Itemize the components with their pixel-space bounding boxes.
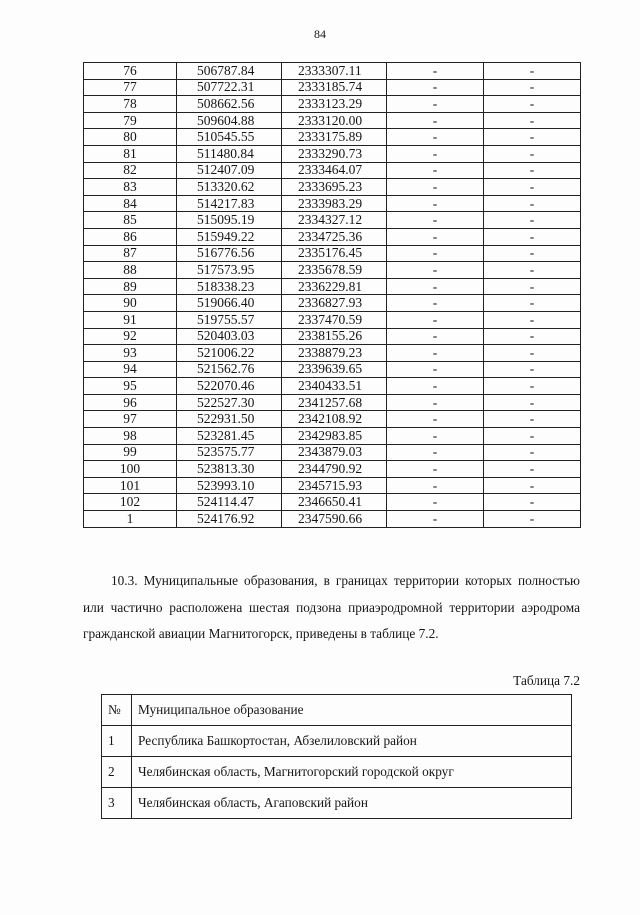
y-coordinate: 2347590.66	[282, 511, 387, 528]
y-coordinate: 2333307.11	[282, 63, 387, 80]
empty-cell: -	[484, 245, 581, 262]
empty-cell: -	[387, 195, 484, 212]
y-coordinate: 2333175.89	[282, 129, 387, 146]
empty-cell: -	[387, 162, 484, 179]
table-row	[102, 726, 572, 757]
x-coordinate: 516776.56	[177, 245, 282, 262]
empty-cell: -	[484, 411, 581, 428]
point-number: 87	[84, 245, 177, 262]
municipality-name: Челябинская область, Магнитогорский городской округ	[132, 757, 572, 788]
point-number: 79	[84, 112, 177, 129]
table-row	[84, 411, 581, 428]
municipality-name: Челябинская область, Агаповский район	[132, 788, 572, 819]
empty-cell: -	[387, 129, 484, 146]
point-number: 86	[84, 228, 177, 245]
point-number: 88	[84, 262, 177, 279]
empty-cell: -	[387, 494, 484, 511]
table-row	[102, 757, 572, 788]
y-coordinate: 2333123.29	[282, 96, 387, 113]
point-number: 93	[84, 345, 177, 362]
y-coordinate: 2333120.00	[282, 112, 387, 129]
point-number: 76	[84, 63, 177, 80]
table-row	[84, 361, 581, 378]
table-row	[84, 461, 581, 478]
y-coordinate: 2341257.68	[282, 394, 387, 411]
y-coordinate: 2338155.26	[282, 328, 387, 345]
empty-cell: -	[387, 411, 484, 428]
point-number: 96	[84, 394, 177, 411]
y-coordinate: 2333185.74	[282, 79, 387, 96]
table-row	[84, 511, 581, 528]
empty-cell: -	[484, 461, 581, 478]
table-row	[84, 444, 581, 461]
point-number: 82	[84, 162, 177, 179]
empty-cell: -	[387, 79, 484, 96]
y-coordinate: 2336827.93	[282, 295, 387, 312]
point-number: 92	[84, 328, 177, 345]
empty-cell: -	[484, 378, 581, 395]
x-coordinate: 520403.03	[177, 328, 282, 345]
x-coordinate: 524176.92	[177, 511, 282, 528]
table-header-row	[102, 695, 572, 726]
x-coordinate: 515949.22	[177, 228, 282, 245]
table-row	[84, 129, 581, 146]
point-number: 101	[84, 477, 177, 494]
empty-cell: -	[484, 328, 581, 345]
x-coordinate: 515095.19	[177, 212, 282, 229]
empty-cell: -	[484, 63, 581, 80]
empty-cell: -	[387, 145, 484, 162]
table-row	[84, 494, 581, 511]
x-coordinate: 523575.77	[177, 444, 282, 461]
empty-cell: -	[484, 212, 581, 229]
x-coordinate: 522527.30	[177, 394, 282, 411]
x-coordinate: 524114.47	[177, 494, 282, 511]
row-number: 2	[102, 757, 132, 788]
empty-cell: -	[387, 345, 484, 362]
table-row	[84, 228, 581, 245]
point-number: 100	[84, 461, 177, 478]
y-coordinate: 2340433.51	[282, 378, 387, 395]
table-row	[84, 245, 581, 262]
municipality-table	[101, 694, 572, 819]
x-coordinate: 513320.62	[177, 179, 282, 196]
page-number: 84	[314, 27, 326, 41]
y-coordinate: 2342983.85	[282, 428, 387, 445]
empty-cell: -	[484, 295, 581, 312]
empty-cell: -	[484, 129, 581, 146]
x-coordinate: 508662.56	[177, 96, 282, 113]
table-row	[84, 328, 581, 345]
row-number: 3	[102, 788, 132, 819]
empty-cell: -	[484, 96, 581, 113]
y-coordinate: 2346650.41	[282, 494, 387, 511]
empty-cell: -	[387, 444, 484, 461]
y-coordinate: 2344790.92	[282, 461, 387, 478]
empty-cell: -	[484, 444, 581, 461]
point-number: 77	[84, 79, 177, 96]
empty-cell: -	[484, 311, 581, 328]
point-number: 81	[84, 145, 177, 162]
empty-cell: -	[484, 477, 581, 494]
y-coordinate: 2338879.23	[282, 345, 387, 362]
empty-cell: -	[387, 361, 484, 378]
row-number: №	[102, 695, 132, 726]
point-number: 83	[84, 179, 177, 196]
empty-cell: -	[387, 278, 484, 295]
point-number: 97	[84, 411, 177, 428]
table-row	[84, 345, 581, 362]
body-paragraph: 10.3. Муниципальные образования, в границах территории которых полностью или частично расположена шестая подзона приаэродромной территории аэродрома гражданской авиации Магнитогорск, приведены в таблице 7.2.	[83, 573, 580, 641]
x-coordinate: 523813.30	[177, 461, 282, 478]
table-row	[84, 477, 581, 494]
x-coordinate: 514217.83	[177, 195, 282, 212]
empty-cell: -	[387, 461, 484, 478]
empty-cell: -	[387, 262, 484, 279]
point-number: 102	[84, 494, 177, 511]
table-row	[84, 278, 581, 295]
point-number: 94	[84, 361, 177, 378]
table-row	[84, 212, 581, 229]
table-row	[102, 788, 572, 819]
empty-cell: -	[484, 162, 581, 179]
x-coordinate: 521562.76	[177, 361, 282, 378]
point-number: 1	[84, 511, 177, 528]
point-number: 99	[84, 444, 177, 461]
x-coordinate: 521006.22	[177, 345, 282, 362]
y-coordinate: 2334725.36	[282, 228, 387, 245]
table-row	[84, 195, 581, 212]
x-coordinate: 519066.40	[177, 295, 282, 312]
empty-cell: -	[484, 112, 581, 129]
x-coordinate: 509604.88	[177, 112, 282, 129]
empty-cell: -	[484, 228, 581, 245]
table-row	[84, 262, 581, 279]
y-coordinate: 2342108.92	[282, 411, 387, 428]
empty-cell: -	[387, 179, 484, 196]
y-coordinate: 2345715.93	[282, 477, 387, 494]
empty-cell: -	[484, 179, 581, 196]
empty-cell: -	[484, 79, 581, 96]
point-number: 98	[84, 428, 177, 445]
table-row	[84, 162, 581, 179]
empty-cell: -	[387, 63, 484, 80]
empty-cell: -	[387, 328, 484, 345]
municipality-name: Муниципальное образование	[132, 695, 572, 726]
table-row	[84, 295, 581, 312]
x-coordinate: 507722.31	[177, 79, 282, 96]
point-number: 84	[84, 195, 177, 212]
point-number: 89	[84, 278, 177, 295]
y-coordinate: 2336229.81	[282, 278, 387, 295]
point-number: 90	[84, 295, 177, 312]
y-coordinate: 2334327.12	[282, 212, 387, 229]
table-row	[84, 394, 581, 411]
x-coordinate: 510545.55	[177, 129, 282, 146]
y-coordinate: 2333464.07	[282, 162, 387, 179]
municipality-name: Республика Башкортостан, Абзелиловский район	[132, 726, 572, 757]
empty-cell: -	[484, 511, 581, 528]
x-coordinate: 519755.57	[177, 311, 282, 328]
empty-cell: -	[387, 295, 484, 312]
empty-cell: -	[484, 145, 581, 162]
empty-cell: -	[387, 96, 484, 113]
x-coordinate: 511480.84	[177, 145, 282, 162]
y-coordinate: 2335176.45	[282, 245, 387, 262]
point-number: 78	[84, 96, 177, 113]
table-row	[84, 96, 581, 113]
table-row	[84, 145, 581, 162]
point-number: 80	[84, 129, 177, 146]
empty-cell: -	[387, 112, 484, 129]
empty-cell: -	[387, 477, 484, 494]
table-row	[84, 79, 581, 96]
empty-cell: -	[387, 245, 484, 262]
empty-cell: -	[484, 394, 581, 411]
empty-cell: -	[387, 212, 484, 229]
empty-cell: -	[484, 361, 581, 378]
empty-cell: -	[387, 511, 484, 528]
x-coordinate: 506787.84	[177, 63, 282, 80]
table-row	[84, 378, 581, 395]
empty-cell: -	[484, 494, 581, 511]
empty-cell: -	[387, 394, 484, 411]
x-coordinate: 523281.45	[177, 428, 282, 445]
y-coordinate: 2343879.03	[282, 444, 387, 461]
x-coordinate: 512407.09	[177, 162, 282, 179]
empty-cell: -	[484, 195, 581, 212]
point-number: 85	[84, 212, 177, 229]
empty-cell: -	[387, 428, 484, 445]
empty-cell: -	[484, 345, 581, 362]
x-coordinate: 522070.46	[177, 378, 282, 395]
y-coordinate: 2337470.59	[282, 311, 387, 328]
y-coordinate: 2335678.59	[282, 262, 387, 279]
point-number: 95	[84, 378, 177, 395]
empty-cell: -	[387, 311, 484, 328]
coordinates-table	[83, 62, 581, 528]
x-coordinate: 517573.95	[177, 262, 282, 279]
row-number: 1	[102, 726, 132, 757]
y-coordinate: 2339639.65	[282, 361, 387, 378]
table-caption: Таблица 7.2	[513, 673, 580, 688]
table-row	[84, 179, 581, 196]
empty-cell: -	[484, 278, 581, 295]
table-row	[84, 311, 581, 328]
empty-cell: -	[387, 378, 484, 395]
empty-cell: -	[484, 428, 581, 445]
empty-cell: -	[387, 228, 484, 245]
empty-cell: -	[484, 262, 581, 279]
table-row	[84, 112, 581, 129]
y-coordinate: 2333983.29	[282, 195, 387, 212]
x-coordinate: 518338.23	[177, 278, 282, 295]
table-row	[84, 63, 581, 80]
y-coordinate: 2333695.23	[282, 179, 387, 196]
x-coordinate: 523993.10	[177, 477, 282, 494]
table-row	[84, 428, 581, 445]
x-coordinate: 522931.50	[177, 411, 282, 428]
point-number: 91	[84, 311, 177, 328]
y-coordinate: 2333290.73	[282, 145, 387, 162]
